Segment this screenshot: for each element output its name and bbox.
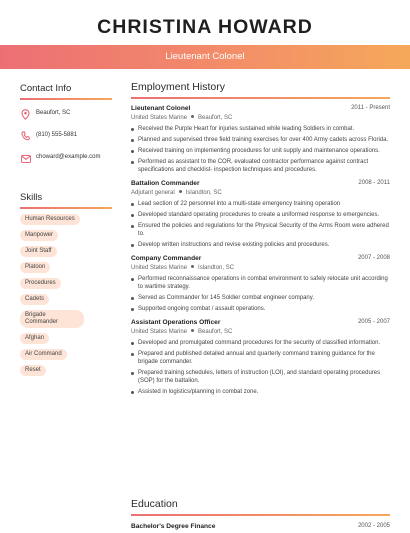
bullet-item: Planned and supervised three field training exercises for over 400 Army cadets across Florida. bbox=[131, 136, 390, 144]
contact-heading: Contact Info bbox=[20, 83, 72, 94]
contact-phone bbox=[20, 128, 112, 148]
job-title: Lieutenant Colonel bbox=[131, 105, 191, 112]
sidebar bbox=[20, 83, 112, 376]
job-bullets bbox=[131, 339, 390, 396]
candidate-name: CHRISTINA HOWARD bbox=[97, 16, 313, 38]
email-text[interactable]: choward@example.com bbox=[36, 154, 101, 160]
contact-email bbox=[20, 150, 112, 178]
bullet-item: Received training on implementing procedures for unit supply and maintenance operations. bbox=[131, 147, 390, 155]
employment-heading: Employment History bbox=[131, 81, 225, 93]
job-title: Company Commander bbox=[131, 255, 202, 262]
separator-dot bbox=[191, 329, 194, 332]
employer-name: Adjutant general bbox=[131, 190, 175, 196]
role-banner: Lieutenant Colonel bbox=[0, 45, 410, 69]
skill-tag: Air Command bbox=[20, 349, 67, 360]
employer-name: United States Marine bbox=[131, 265, 188, 271]
section-divider bbox=[131, 97, 390, 99]
job-location: Islandton, SC bbox=[185, 190, 222, 196]
skill-tag: Platoon bbox=[20, 262, 50, 273]
section-divider bbox=[20, 98, 112, 100]
job-dates: 2008 - 2011 bbox=[358, 180, 390, 186]
separator-dot bbox=[191, 265, 194, 268]
job-bullets bbox=[131, 200, 390, 249]
section-divider bbox=[20, 207, 112, 209]
bullet-item: Supported ongoing combat / assault operations. bbox=[131, 305, 390, 313]
phone-icon bbox=[21, 131, 30, 141]
job-entry bbox=[131, 319, 390, 396]
education-entry bbox=[131, 523, 390, 533]
skill-tag: Brigade Commander bbox=[20, 310, 84, 328]
bullet-item: Developed standard operating procedures to create a uniformed response to emergencies. bbox=[131, 211, 390, 219]
degree-title: Bachelor's Degree Finance bbox=[131, 523, 216, 530]
employer-name: United States Marine bbox=[131, 115, 188, 121]
skill-tag: Afghan bbox=[20, 333, 49, 344]
bullet-item: Develop written instructions and revise existing policies and procedures. bbox=[131, 241, 390, 249]
job-title: Battalion Commander bbox=[131, 180, 200, 187]
job-entry bbox=[131, 180, 390, 249]
skill-tag: Manpower bbox=[20, 230, 58, 241]
job-title: Assistant Operations Officer bbox=[131, 319, 221, 326]
bullet-item: Served as Commander for 145 Soldier combat engineer company. bbox=[131, 294, 390, 302]
skill-tag: Reset bbox=[20, 365, 46, 376]
bullet-item: Ensured the policies and regulations for the Physical Security of the Arms Room were adhered to. bbox=[131, 222, 390, 238]
bullet-item: Developed and promulgated command procedures for the security of classified information. bbox=[131, 339, 390, 347]
bullet-item: Assisted in logistics/planning in combat zone. bbox=[131, 388, 390, 396]
job-bullets bbox=[131, 125, 390, 174]
job-employer bbox=[131, 329, 390, 335]
skill-tag: Human Resources bbox=[20, 214, 80, 225]
job-employer bbox=[131, 190, 390, 196]
separator-dot bbox=[191, 115, 194, 118]
job-location: Beaufort, SC bbox=[198, 329, 233, 335]
bullet-item: Lead section of 22 personnel into a multi-state emergency training operation bbox=[131, 200, 390, 208]
job-entry bbox=[131, 255, 390, 313]
job-header bbox=[131, 255, 390, 264]
skill-tag: Cadets bbox=[20, 294, 49, 305]
job-employer bbox=[131, 265, 390, 271]
education-section bbox=[131, 498, 390, 516]
job-dates: 2007 - 2008 bbox=[357, 255, 390, 261]
job-dates: 2005 - 2007 bbox=[357, 319, 390, 325]
location-text: Beaufort, SC bbox=[36, 110, 71, 116]
skills-list bbox=[20, 214, 112, 376]
skill-tag: Joint Staff bbox=[20, 246, 57, 257]
job-employer bbox=[131, 115, 390, 121]
job-header bbox=[131, 319, 390, 328]
contact-location bbox=[20, 106, 112, 126]
separator-dot bbox=[179, 190, 182, 193]
email-icon bbox=[21, 155, 31, 163]
job-dates: 2011 - Present bbox=[351, 105, 390, 111]
job-header bbox=[131, 105, 390, 114]
employer-name: United States Marine bbox=[131, 329, 188, 335]
job-entry bbox=[131, 105, 390, 174]
section-divider bbox=[131, 514, 390, 516]
job-list bbox=[131, 105, 390, 396]
bullet-item: Received the Purple Heart for injuries sustained while leading Soldiers in combat. bbox=[131, 125, 390, 133]
phone-text: (810) 555-5881 bbox=[36, 132, 78, 138]
bullet-item: Performed as assistant to the COR, evaluated contractor performance against contract specifications and checklist- inspection techniques and procedures. bbox=[131, 158, 390, 174]
bullet-item: Prepared training schedules, letters of instruction (LOI), and standard operating procedures (SOP) for the battalion. bbox=[131, 369, 390, 385]
degree-dates: 2002 - 2005 bbox=[357, 523, 390, 529]
skill-tag: Procedures bbox=[20, 278, 61, 289]
bullet-item: Prepared and published detailed annual and quarterly command training guidance for the brigade commander. bbox=[131, 350, 390, 366]
job-header bbox=[131, 180, 390, 189]
skills-heading: Skills bbox=[20, 192, 43, 203]
job-location: Islandton, SC bbox=[198, 265, 235, 271]
job-bullets bbox=[131, 275, 390, 313]
location-pin-icon bbox=[21, 109, 30, 120]
main-content bbox=[131, 81, 390, 399]
job-location: Beaufort, SC bbox=[198, 115, 233, 121]
education-heading: Education bbox=[131, 498, 178, 510]
bullet-item: Performed reconnaissance operations in combat environment to safely relocate unit according to wartime strategy. bbox=[131, 275, 390, 291]
